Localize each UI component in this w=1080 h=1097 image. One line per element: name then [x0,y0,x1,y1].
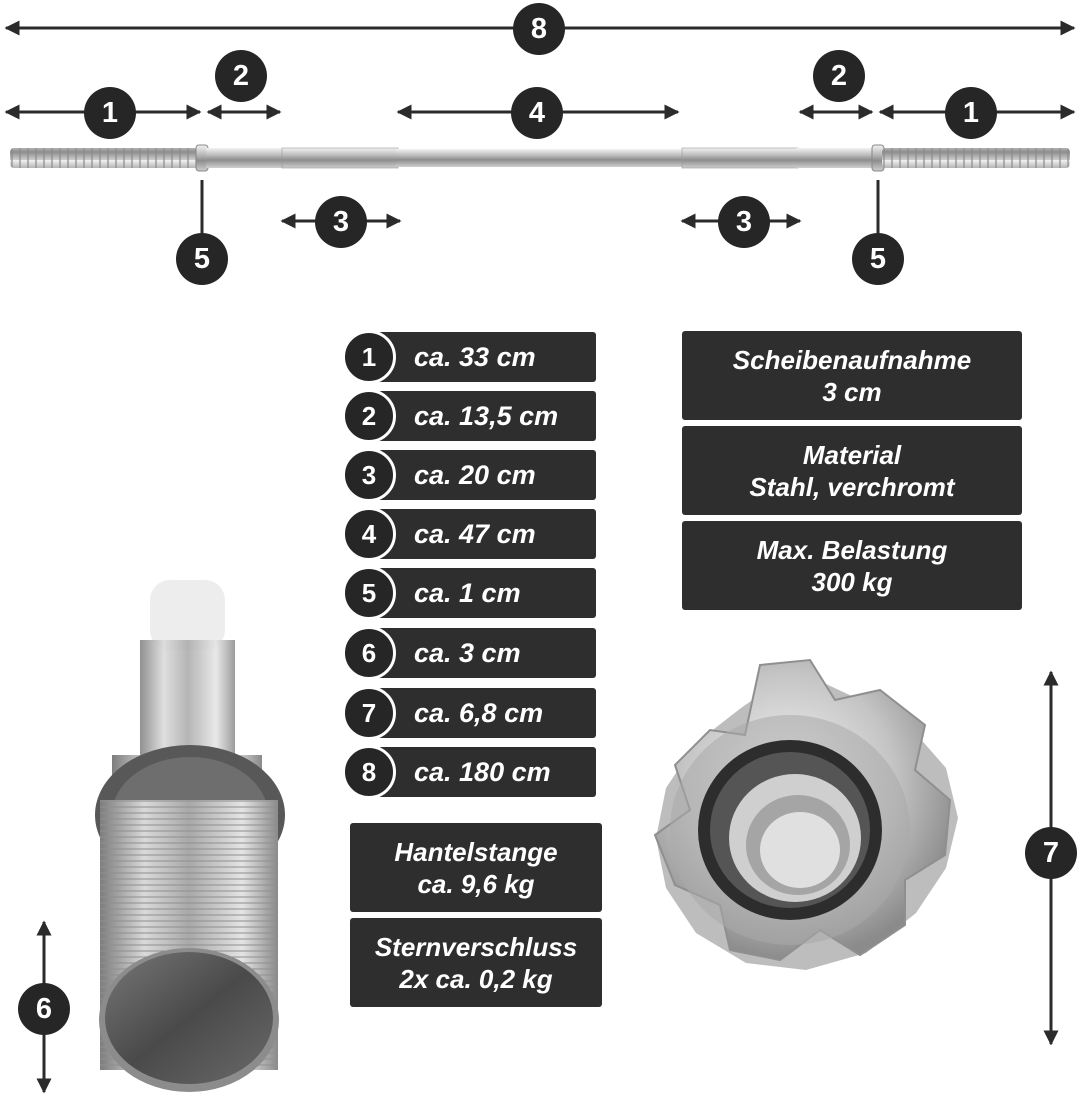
legend-value: ca. 6,8 cm [414,697,544,728]
legend-value: ca. 1 cm [414,577,521,608]
legend-number: 2 [342,389,396,443]
legend-row-1 [342,330,598,384]
legend-number: 4 [342,507,396,561]
legend-number: 7 [342,686,396,740]
spec-max-load-label: Max. Belastung [756,534,948,565]
marker-5-right: 5 [852,233,904,285]
spec-mount-box [682,331,1022,420]
marker-7: 7 [1025,827,1077,879]
marker-5-left: 5 [176,233,228,285]
legend-row-6 [342,626,598,680]
legend-number: 1 [342,330,396,384]
legend-row-7 [342,686,598,740]
marker-6: 6 [18,983,70,1035]
legend-row-2 [342,389,598,443]
legend-number: 6 [342,626,396,680]
marker-1-left: 1 [84,87,136,139]
marker-2-left: 2 [215,50,267,102]
spec-collar-weight-box [350,918,602,1007]
bar-end-closeup [95,580,285,1092]
legend-row-3 [342,448,598,502]
legend-value: ca. 13,5 cm [414,400,559,431]
spec-material-box [682,426,1022,515]
spec-bar-weight-label: Hantelstange [394,836,558,867]
marker-8: 8 [513,3,565,55]
legend-value: ca. 180 cm [414,756,551,787]
legend-row-8 [342,745,598,799]
legend-number: 8 [342,745,396,799]
legend-value: ca. 33 cm [414,341,536,372]
legend-value: ca. 20 cm [414,459,536,490]
spec-material-value: Stahl, verchromt [749,471,955,502]
barbell-illustration [10,145,1070,171]
marker-3-right: 3 [718,196,770,248]
spec-mount-label: Scheibenaufnahme [732,344,972,375]
spec-collar-weight-label: Sternverschluss [374,931,578,962]
spec-collar-weight-value: 2x ca. 0,2 kg [399,963,553,994]
legend-row-4 [342,507,598,561]
marker-3-left: 3 [315,196,367,248]
star-collar-illustration [655,660,958,970]
legend-row-5 [342,566,598,620]
legend-value: ca. 3 cm [414,637,521,668]
marker-2-right: 2 [813,50,865,102]
spec-material-label: Material [802,439,902,470]
legend-value: ca. 47 cm [414,518,536,549]
spec-mount-value: 3 cm [822,376,882,407]
spec-max-load-box [682,521,1022,610]
spec-bar-weight-value: ca. 9,6 kg [417,868,535,899]
marker-4: 4 [511,87,563,139]
legend-number: 3 [342,448,396,502]
spec-bar-weight-box [350,823,602,912]
marker-1-right: 1 [945,87,997,139]
spec-max-load-value: 300 kg [811,566,893,597]
legend-number: 5 [342,566,396,620]
